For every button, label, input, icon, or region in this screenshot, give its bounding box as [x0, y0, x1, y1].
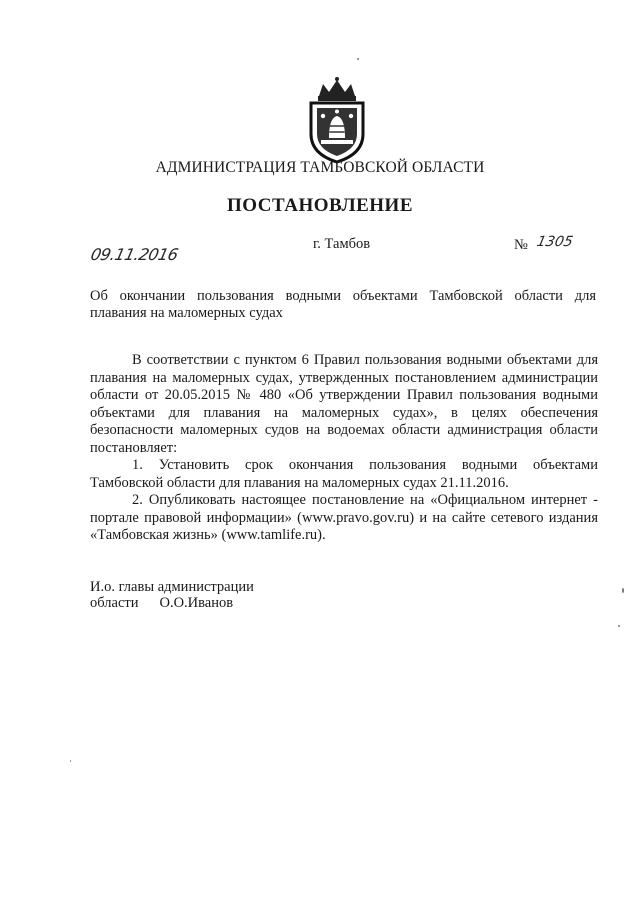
body-paragraph-preamble: В соответствии с пунктом 6 Правил пользования водными объектами для плавания на маломерных судах, утвержденных постановлением администрации области от 20.05.2015 № 480 «Об утверждении Правил пользования водными объектами для плавания на маломерных судах», в целях обеспечения безопасности маломерных судов на водоемах области администрация области постановляет:: [90, 352, 598, 456]
body-paragraph-item-1: 1. Установить срок окончания пользования водными объектами Тамбовской области для плавания на маломерных судах 21.11.2016.: [90, 457, 598, 491]
scan-speck: [622, 588, 624, 593]
handwritten-date: 09.11.2016: [88, 245, 180, 264]
organization-name: АДМИНИСТРАЦИЯ ТАМБОВСКОЙ ОБЛАСТИ: [155, 159, 485, 176]
document-type-title: ПОСТАНОВЛЕНИЕ: [226, 195, 414, 216]
handwritten-number: 1305: [535, 234, 575, 250]
subject-line-2: плавания на маломерных судах: [90, 305, 283, 321]
subject-line-1: Об окончании пользования водными объектами Тамбовской области для: [90, 288, 596, 304]
coat-of-arms-icon: [299, 74, 375, 164]
signatory-name: О.О.Иванов: [159, 595, 234, 611]
signatory-title-line-1: И.о. главы администрации: [90, 579, 254, 595]
document-body: [90, 352, 598, 545]
body-paragraph-item-2: 2. Опубликовать настоящее постановление на «Официальном интернет - портале правовой информации» (www.pravo.gov.ru) и на сайте сетевого издания «Тамбовская жизнь» (www.tamlife.ru).: [90, 492, 598, 543]
scan-speck: [618, 625, 620, 627]
number-sign: №: [514, 237, 528, 253]
document-subject: [90, 288, 596, 322]
signatory-row: [90, 595, 254, 611]
scan-speck: [357, 58, 359, 60]
signature-block: [90, 579, 254, 611]
city-label: г. Тамбов: [313, 236, 371, 252]
scan-speck: [70, 760, 71, 762]
signatory-title-line-2: области: [90, 595, 139, 611]
